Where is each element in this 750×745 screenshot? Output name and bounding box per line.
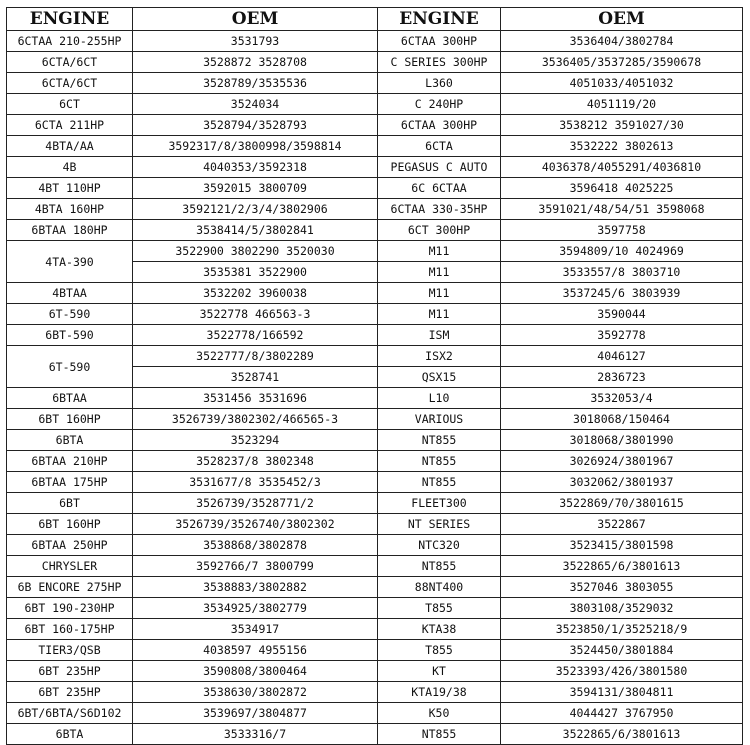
table-row	[7, 157, 743, 178]
engine-cell: 4TA-390	[7, 241, 133, 283]
oem-cell: 3534925/3802779	[133, 598, 378, 619]
engine-cell: 6CT 300HP	[378, 220, 501, 241]
oem-cell: 3533557/8 3803710	[501, 262, 743, 283]
engine-cell: 4BTA/AA	[7, 136, 133, 157]
oem-cell: 4046127	[501, 346, 743, 367]
engine-cell: 6BT 235HP	[7, 661, 133, 682]
oem-cell: 3523850/1/3525218/9	[501, 619, 743, 640]
engine-cell: CHRYSLER	[7, 556, 133, 577]
oem-cell: 3594809/10 4024969	[501, 241, 743, 262]
oem-cell: 3538883/3802882	[133, 577, 378, 598]
oem-cell: 3536405/3537285/3590678	[501, 52, 743, 73]
engine-cell: 6C 6CTAA	[378, 178, 501, 199]
engine-cell: 6BTA	[7, 430, 133, 451]
oem-cell: 3592015 3800709	[133, 178, 378, 199]
engine-cell: ISM	[378, 325, 501, 346]
table-row	[7, 451, 743, 472]
table-row	[7, 115, 743, 136]
engine-cell: 6CT	[7, 94, 133, 115]
engine-cell: 6BT-590	[7, 325, 133, 346]
engine-cell: 6BTAA 210HP	[7, 451, 133, 472]
oem-cell: 3528872 3528708	[133, 52, 378, 73]
engine-cell: 6BTAA 175HP	[7, 472, 133, 493]
oem-cell: 3532202 3960038	[133, 283, 378, 304]
oem-cell: 3596418 4025225	[501, 178, 743, 199]
oem-cell: 3018068/150464	[501, 409, 743, 430]
oem-cell: 3526739/3526740/3802302	[133, 514, 378, 535]
engine-cell: 6CTA/6CT	[7, 73, 133, 94]
oem-cell: 3528789/3535536	[133, 73, 378, 94]
engine-cell: 6BTAA 180HP	[7, 220, 133, 241]
engine-cell: 4B	[7, 157, 133, 178]
engine-cell: L10	[378, 388, 501, 409]
oem-cell: 4036378/4055291/4036810	[501, 157, 743, 178]
oem-cell: 4040353/3592318	[133, 157, 378, 178]
oem-cell: 3524450/3801884	[501, 640, 743, 661]
header-oem-right: OEM	[501, 8, 743, 31]
engine-cell: L360	[378, 73, 501, 94]
oem-cell: 3534917	[133, 619, 378, 640]
oem-cell: 3535381 3522900	[133, 262, 378, 283]
engine-cell: 6BTAA 250HP	[7, 535, 133, 556]
engine-cell: PEGASUS C AUTO	[378, 157, 501, 178]
engine-cell: FLEET300	[378, 493, 501, 514]
table-row	[7, 346, 743, 367]
table-row	[7, 304, 743, 325]
oem-cell: 3522865/6/3801613	[501, 556, 743, 577]
engine-cell: 6BT 190-230HP	[7, 598, 133, 619]
oem-cell: 3594131/3804811	[501, 682, 743, 703]
header-engine-left: ENGINE	[7, 8, 133, 31]
engine-cell: 6T-590	[7, 304, 133, 325]
table-row	[7, 493, 743, 514]
table-row	[7, 136, 743, 157]
oem-cell: 3018068/3801990	[501, 430, 743, 451]
engine-cell: K50	[378, 703, 501, 724]
engine-cell: C SERIES 300HP	[378, 52, 501, 73]
table-row	[7, 325, 743, 346]
header-engine-right: ENGINE	[378, 8, 501, 31]
engine-cell: 88NT400	[378, 577, 501, 598]
engine-cell: NT855	[378, 451, 501, 472]
engine-cell: 6CTAA 210-255HP	[7, 31, 133, 52]
table-row	[7, 682, 743, 703]
oem-cell: 3531456 3531696	[133, 388, 378, 409]
engine-cell: 6BT 160HP	[7, 514, 133, 535]
engine-cell: 4BT 110HP	[7, 178, 133, 199]
table-row	[7, 514, 743, 535]
engine-cell: 6CTAA 330-35HP	[378, 199, 501, 220]
oem-cell: 3538414/5/3802841	[133, 220, 378, 241]
engine-cell: 6T-590	[7, 346, 133, 388]
table-row	[7, 724, 743, 745]
oem-cell: 3522777/8/3802289	[133, 346, 378, 367]
table-row	[7, 178, 743, 199]
engine-cell: 6CTA 211HP	[7, 115, 133, 136]
oem-cell: 3590808/3800464	[133, 661, 378, 682]
engine-oem-table	[6, 7, 743, 745]
oem-cell: 3026924/3801967	[501, 451, 743, 472]
header-oem-left: OEM	[133, 8, 378, 31]
oem-cell: 3528741	[133, 367, 378, 388]
engine-cell: NTC320	[378, 535, 501, 556]
oem-cell: 3522869/70/3801615	[501, 493, 743, 514]
oem-cell: 3533316/7	[133, 724, 378, 745]
engine-cell: 4BTAA	[7, 283, 133, 304]
oem-cell: 3597758	[501, 220, 743, 241]
table-row	[7, 556, 743, 577]
engine-cell: QSX15	[378, 367, 501, 388]
engine-cell: NT855	[378, 472, 501, 493]
engine-cell: M11	[378, 304, 501, 325]
engine-cell: 6CTAA 300HP	[378, 31, 501, 52]
oem-cell: 3536404/3802784	[501, 31, 743, 52]
oem-cell: 3592317/8/3800998/3598814	[133, 136, 378, 157]
engine-cell: 6BT 235HP	[7, 682, 133, 703]
oem-cell: 3538212 3591027/30	[501, 115, 743, 136]
oem-cell: 3526739/3528771/2	[133, 493, 378, 514]
oem-cell: 3537245/6 3803939	[501, 283, 743, 304]
oem-cell: 4038597 4955156	[133, 640, 378, 661]
engine-cell: 6B ENCORE 275HP	[7, 577, 133, 598]
engine-cell: KTA19/38	[378, 682, 501, 703]
table-row	[7, 220, 743, 241]
oem-cell: 3592778	[501, 325, 743, 346]
table-row	[7, 409, 743, 430]
oem-cell: 3527046 3803055	[501, 577, 743, 598]
table-row	[7, 31, 743, 52]
table-row	[7, 388, 743, 409]
engine-cell: NT855	[378, 430, 501, 451]
oem-cell: 3522867	[501, 514, 743, 535]
engine-cell: NT SERIES	[378, 514, 501, 535]
table-row	[7, 535, 743, 556]
oem-cell: 4044427 3767950	[501, 703, 743, 724]
oem-cell: 3523415/3801598	[501, 535, 743, 556]
engine-cell: 6BTAA	[7, 388, 133, 409]
oem-cell: 3526739/3802302/466565-3	[133, 409, 378, 430]
engine-cell: ISX2	[378, 346, 501, 367]
oem-cell: 3522778/166592	[133, 325, 378, 346]
oem-cell: 3522778 466563-3	[133, 304, 378, 325]
table-row	[7, 430, 743, 451]
oem-cell: 2836723	[501, 367, 743, 388]
engine-cell: KTA38	[378, 619, 501, 640]
header-row	[7, 8, 743, 31]
table-row	[7, 472, 743, 493]
oem-cell: 3523294	[133, 430, 378, 451]
oem-cell: 3532053/4	[501, 388, 743, 409]
table-row	[7, 703, 743, 724]
oem-cell: 4051119/20	[501, 94, 743, 115]
table-row	[7, 598, 743, 619]
oem-cell: 3591021/48/54/51 3598068	[501, 199, 743, 220]
table-row	[7, 619, 743, 640]
oem-cell: 3032062/3801937	[501, 472, 743, 493]
table-row	[7, 73, 743, 94]
table-row	[7, 199, 743, 220]
table-row	[7, 241, 743, 262]
engine-cell: T855	[378, 640, 501, 661]
engine-cell: 6CTA	[378, 136, 501, 157]
oem-cell: 3592121/2/3/4/3802906	[133, 199, 378, 220]
table-row	[7, 283, 743, 304]
oem-cell: 3590044	[501, 304, 743, 325]
engine-cell: M11	[378, 283, 501, 304]
engine-cell: C 240HP	[378, 94, 501, 115]
engine-cell: KT	[378, 661, 501, 682]
engine-cell: VARIOUS	[378, 409, 501, 430]
table-row	[7, 640, 743, 661]
oem-cell: 3538868/3802878	[133, 535, 378, 556]
engine-cell: NT855	[378, 556, 501, 577]
oem-cell: 3528794/3528793	[133, 115, 378, 136]
oem-cell: 3528237/8 3802348	[133, 451, 378, 472]
oem-cell: 3522900 3802290 3520030	[133, 241, 378, 262]
engine-cell: TIER3/QSB	[7, 640, 133, 661]
oem-cell: 3592766/7 3800799	[133, 556, 378, 577]
oem-cell: 3531793	[133, 31, 378, 52]
engine-cell: NT855	[378, 724, 501, 745]
oem-cell: 3532222 3802613	[501, 136, 743, 157]
engine-cell: M11	[378, 262, 501, 283]
oem-cell: 3531677/8 3535452/3	[133, 472, 378, 493]
engine-cell: 6CTAA 300HP	[378, 115, 501, 136]
engine-cell: 6CTA/6CT	[7, 52, 133, 73]
oem-cell: 3803108/3529032	[501, 598, 743, 619]
engine-cell: 6BT/6BTA/S6D102	[7, 703, 133, 724]
table-row	[7, 661, 743, 682]
table-row	[7, 94, 743, 115]
oem-cell: 3538630/3802872	[133, 682, 378, 703]
oem-cell: 4051033/4051032	[501, 73, 743, 94]
engine-cell: M11	[378, 241, 501, 262]
oem-cell: 3522865/6/3801613	[501, 724, 743, 745]
table-row	[7, 52, 743, 73]
engine-cell: 6BT 160-175HP	[7, 619, 133, 640]
engine-cell: T855	[378, 598, 501, 619]
oem-cell: 3524034	[133, 94, 378, 115]
oem-cell: 3539697/3804877	[133, 703, 378, 724]
oem-cell: 3523393/426/3801580	[501, 661, 743, 682]
table-row	[7, 577, 743, 598]
engine-cell: 6BT 160HP	[7, 409, 133, 430]
engine-cell: 6BTA	[7, 724, 133, 745]
engine-cell: 6BT	[7, 493, 133, 514]
engine-cell: 4BTA 160HP	[7, 199, 133, 220]
